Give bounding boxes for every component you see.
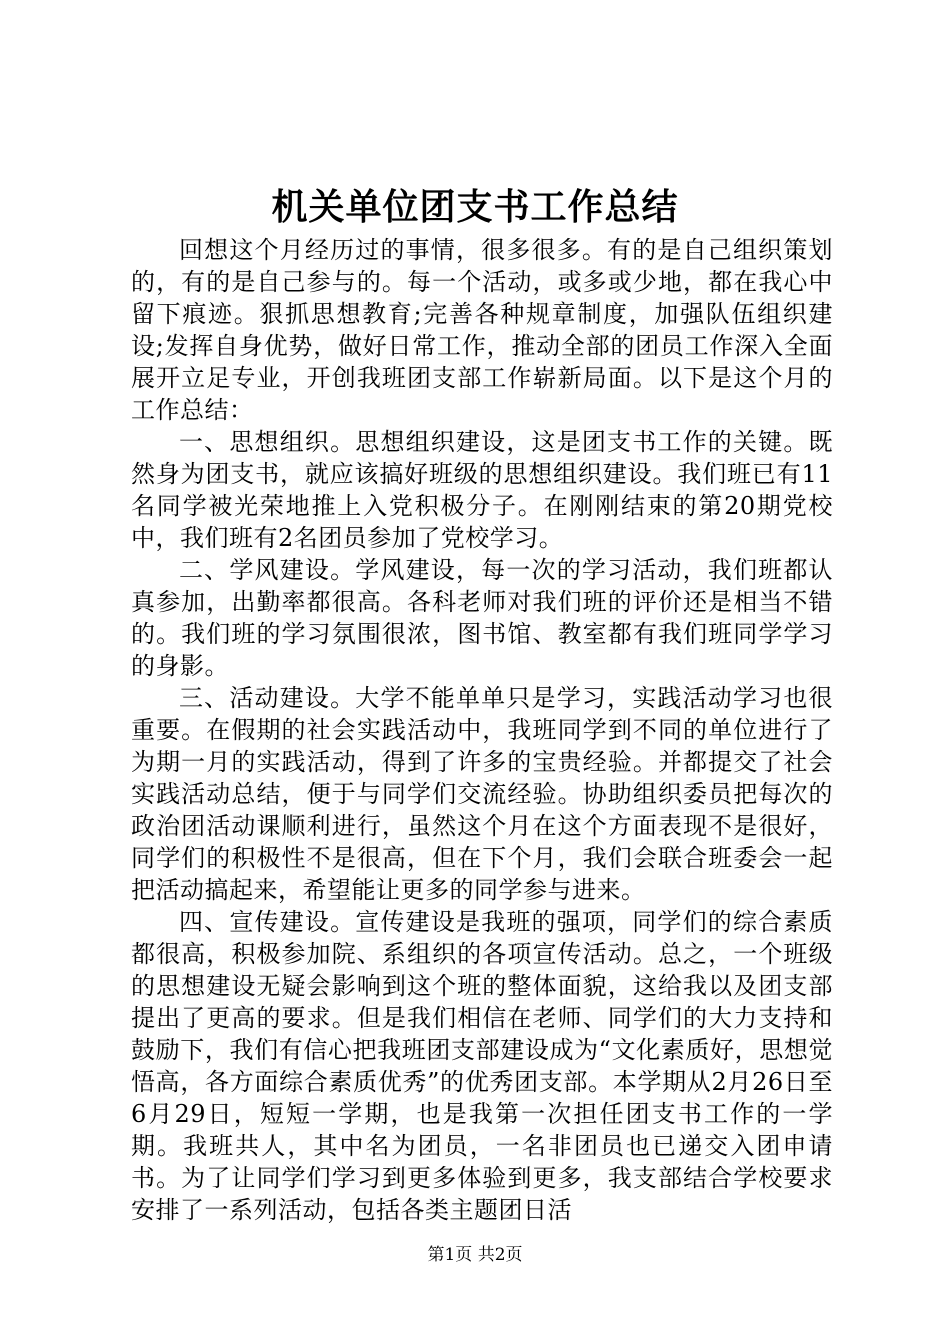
document-title: 机关单位团支书工作总结 (271, 186, 679, 228)
paragraph-ideology-organization: 一、思想组织。思想组织建设，这是团支书工作的关键。既然身为团支书，就应该搞好班级的思想组织建设。我们班已有11名同学被光荣地推上入党积极分子。在刚刚结束的第20期党校中，我们班有2名团员参加了党校学习。 (131, 428, 833, 552)
document-body (131, 234, 833, 1226)
paragraph-study-style: 二、学风建设。学风建设，每一次的学习活动，我们班都认真参加，出勤率都很高。各科老师对我们班的评价还是相当不错的。我们班的学习氛围很浓，图书馆、教室都有我们班同学学习的身影。 (131, 556, 833, 680)
paragraph-publicity: 四、宣传建设。宣传建设是我班的强项，同学们的综合素质都很高，积极参加院、系组织的各项宣传活动。总之，一个班级的思想建设无疑会影响到这个班的整体面貌，这给我以及团支部提出了更高的要求。但是我们相信在老师、同学们的大力支持和鼓励下，我们有信心把我班团支部建设成为“文化素质好，思想觉悟高，各方面综合素质优秀”的优秀团支部。本学期从2月26日至6月29日，短短一学期，也是我第一次担任团支书工作的一学期。我班共人，其中名为团员，一名非团员也已递交入团申请书。为了让同学们学习到更多体验到更多，我支部结合学校要求安排了一系列活动，包括各类主题团日活 (131, 908, 833, 1224)
paragraph-intro: 回想这个月经历过的事情，很多很多。有的是自己组织策划的，有的是自己参与的。每一个活动，或多或少地，都在我心中留下痕迹。狠抓思想教育;完善各种规章制度，加强队伍组织建设;发挥自身优势，做好日常工作，推动全部的团员工作深入全面展开立足专业，开创我班团支部工作崭新局面。以下是这个月的工作总结： (131, 236, 833, 424)
page-number-footer: 第1页 共2页 (427, 1245, 523, 1265)
paragraph-activities: 三、活动建设。大学不能单单只是学习，实践活动学习也很重要。在假期的社会实践活动中，我班同学到不同的单位进行了为期一月的实践活动，得到了许多的宝贵经验。并都提交了社会实践活动总结，便于与同学们交流经验。协助组织委员把每次的政治团活动课顺利进行，虽然这个月在这个方面表现不是很好，同学们的积极性不是很高，但在下个月，我们会联合班委会一起把活动搞起来，希望能让更多的同学参与进来。 (131, 684, 833, 904)
